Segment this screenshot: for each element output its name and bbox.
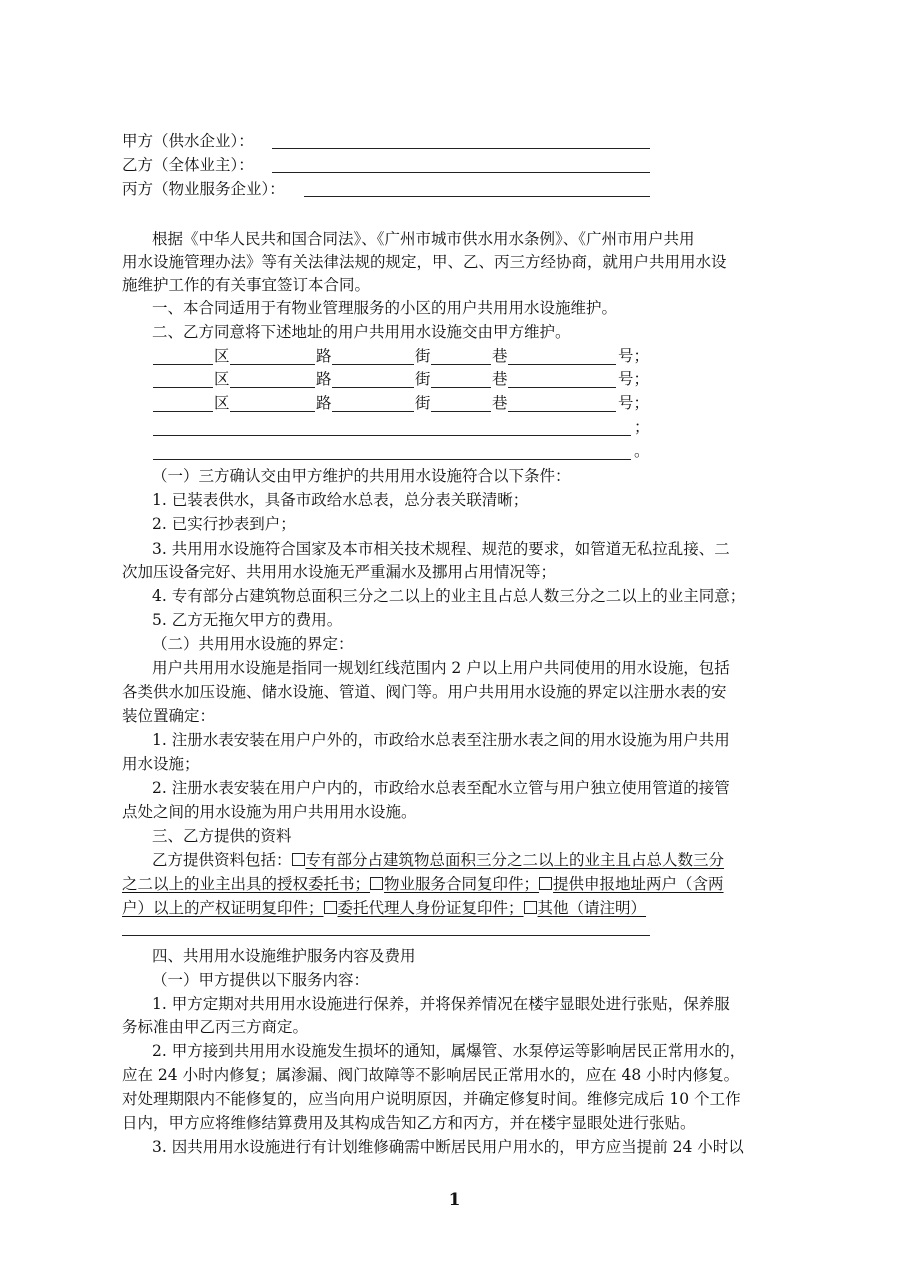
service-item-cont: 对处理期限内不能修复的，应当向用户说明原因，并确定修复时间。维修完成后 10 个工作 [122, 1090, 741, 1108]
address-period: 。 [634, 442, 650, 460]
checkbox-service-contract[interactable] [370, 877, 383, 890]
intro-line: 施维护工作的有关事宜签订本合同。 [122, 276, 371, 294]
road-unit: 路 [316, 347, 332, 365]
conditions-title: （一）三方确认交由甲方维护的共用用水设施符合以下条件： [152, 467, 571, 485]
clause-3: 三、乙方提供的资料 [152, 827, 292, 845]
party-a-blank[interactable] [272, 148, 650, 149]
option-property-certificate: 提供申报地址两户（含两 [553, 875, 724, 893]
road-unit: 路 [316, 394, 332, 412]
service-item: 2. 甲方接到共用用水设施发生损坏的通知，属爆管、水泵停运等影响居民正常用水的， [152, 1042, 746, 1060]
checkbox-other[interactable] [524, 901, 537, 914]
street-blank[interactable] [332, 387, 414, 388]
address-extra-blank[interactable] [153, 435, 631, 436]
address-semicolon: ； [634, 418, 650, 436]
lane-unit: 巷 [492, 394, 508, 412]
services-title: （一）甲方提供以下服务内容： [152, 971, 370, 989]
condition-item-cont: 次加压设备完好、共用用水设施无严重漏水及挪用占用情况等； [122, 563, 557, 581]
checkbox-property-certificate[interactable] [539, 877, 552, 890]
service-item: 3. 因共用用水设施进行有计划维修确需中断居民用户用水的，甲方应当提前 24 小时以 [152, 1138, 744, 1156]
materials-line [152, 849, 724, 871]
definition-item-cont: 点处之间的用水设施为用户共用用水设施。 [122, 803, 417, 821]
definition-text: 用户共用用水设施是指同一规划红线范围内 2 户以上用户共同使用的用水设施，包括 [152, 659, 730, 677]
clause-2: 二、乙方同意将下述地址的用户共用用水设施交由甲方维护。 [152, 323, 571, 341]
service-item-cont: 应在 24 小时内修复；属渗漏、阀门故障等不影响居民正常用水的，应在 48 小时内修复。 [122, 1066, 740, 1084]
condition-item: 3. 共用用水设施符合国家及本市相关技术规程、规范的要求，如管道无私拉乱接、二 [152, 540, 730, 558]
definition-text: 各类供水加压设施、储水设施、管道、阀门等。用户共用用水设施的界定以注册水表的安 [122, 683, 727, 701]
number-unit: 号； [618, 394, 650, 412]
materials-line [122, 873, 724, 895]
option-other: 其他（请注明） [537, 899, 647, 917]
party-c-blank[interactable] [304, 196, 650, 197]
number-unit: 号； [618, 370, 650, 388]
option-service-contract: 物业服务合同复印件； [384, 875, 540, 893]
condition-item: 1. 已装表供水，具备市政给水总表，总分表关联清晰； [152, 491, 529, 509]
party-b-label: 乙方（全体业主）： [122, 156, 254, 174]
option-authorization-cont: 之二以上的业主出具的授权委托书； [122, 875, 371, 893]
materials-line [122, 897, 646, 919]
party-c-label: 丙方（物业服务企业）： [122, 180, 285, 198]
district-unit: 区 [214, 394, 230, 412]
option-property-certificate-cont: 户）以上的产权证明复印件； [122, 899, 324, 917]
option-authorization: 专有部分占建筑物总面积三分之二以上的业主且占总人数三分 [305, 851, 725, 869]
definition-item-cont: 用水设施； [122, 755, 200, 773]
street-unit: 街 [415, 347, 431, 365]
number-unit: 号； [618, 347, 650, 365]
district-blank[interactable] [153, 387, 213, 388]
clause-4: 四、共用用水设施维护服务内容及费用 [152, 947, 416, 965]
road-blank[interactable] [230, 364, 315, 365]
service-item: 1. 甲方定期对共用用水设施进行保养，并将保养情况在楼宇显眼处进行张贴，保养服 [152, 995, 730, 1013]
district-blank[interactable] [153, 364, 213, 365]
intro-line: 用水设施管理办法》等有关法律法规的规定，甲、乙、丙三方经协商，就用户共用用水设 [122, 253, 727, 271]
number-blank[interactable] [508, 364, 616, 365]
checkbox-agent-id[interactable] [324, 901, 337, 914]
service-item-cont: 务标准由甲乙丙三方商定。 [122, 1018, 309, 1036]
road-blank[interactable] [230, 387, 315, 388]
lane-unit: 巷 [492, 347, 508, 365]
street-unit: 街 [415, 370, 431, 388]
party-a-label: 甲方（供水企业）： [122, 132, 254, 150]
district-blank[interactable] [153, 411, 213, 412]
definition-item: 1. 注册水表安装在用户户外的，市政给水总表至注册水表之间的用水设施为用户共用 [152, 731, 730, 749]
service-item-cont: 日内，甲方应将维修结算费用及其构成告知乙方和丙方，并在楼宇显眼处进行张贴。 [122, 1114, 696, 1132]
road-unit: 路 [316, 370, 332, 388]
materials-lead: 乙方提供资料包括： [152, 851, 292, 869]
district-unit: 区 [214, 347, 230, 365]
number-blank[interactable] [508, 411, 616, 412]
condition-item: 4. 专有部分占建筑物总面积三分之二以上的业主且占总人数三分之二以上的业主同意； [152, 587, 746, 605]
option-agent-id: 委托代理人身份证复印件； [337, 899, 524, 917]
street-blank[interactable] [332, 364, 414, 365]
lane-unit: 巷 [492, 370, 508, 388]
checkbox-authorization[interactable] [292, 853, 305, 866]
condition-item: 5. 乙方无拖欠甲方的费用。 [152, 611, 343, 629]
definition-title: （二）共用用水设施的界定： [152, 635, 354, 653]
definition-item: 2. 注册水表安装在用户户内的，市政给水总表至配水立管与用户独立使用管道的接管 [152, 779, 730, 797]
street-blank[interactable] [332, 411, 414, 412]
road-blank[interactable] [230, 411, 315, 412]
lane-blank[interactable] [431, 364, 491, 365]
intro-line: 根据《中华人民共和国合同法》、《广州市城市供水用水条例》、《广州市用户共用 [152, 230, 695, 248]
definition-text: 装位置确定： [122, 707, 216, 725]
number-blank[interactable] [508, 387, 616, 388]
lane-blank[interactable] [431, 387, 491, 388]
district-unit: 区 [214, 370, 230, 388]
street-unit: 街 [415, 394, 431, 412]
page-number: 1 [448, 1190, 461, 1210]
lane-blank[interactable] [431, 411, 491, 412]
party-b-blank[interactable] [272, 172, 650, 173]
condition-item: 2. 已实行抄表到户； [152, 515, 296, 533]
other-materials-blank[interactable] [122, 935, 650, 936]
clause-1: 一、本合同适用于有物业管理服务的小区的用户共用用水设施维护。 [152, 299, 618, 317]
address-extra-blank[interactable] [153, 459, 631, 460]
